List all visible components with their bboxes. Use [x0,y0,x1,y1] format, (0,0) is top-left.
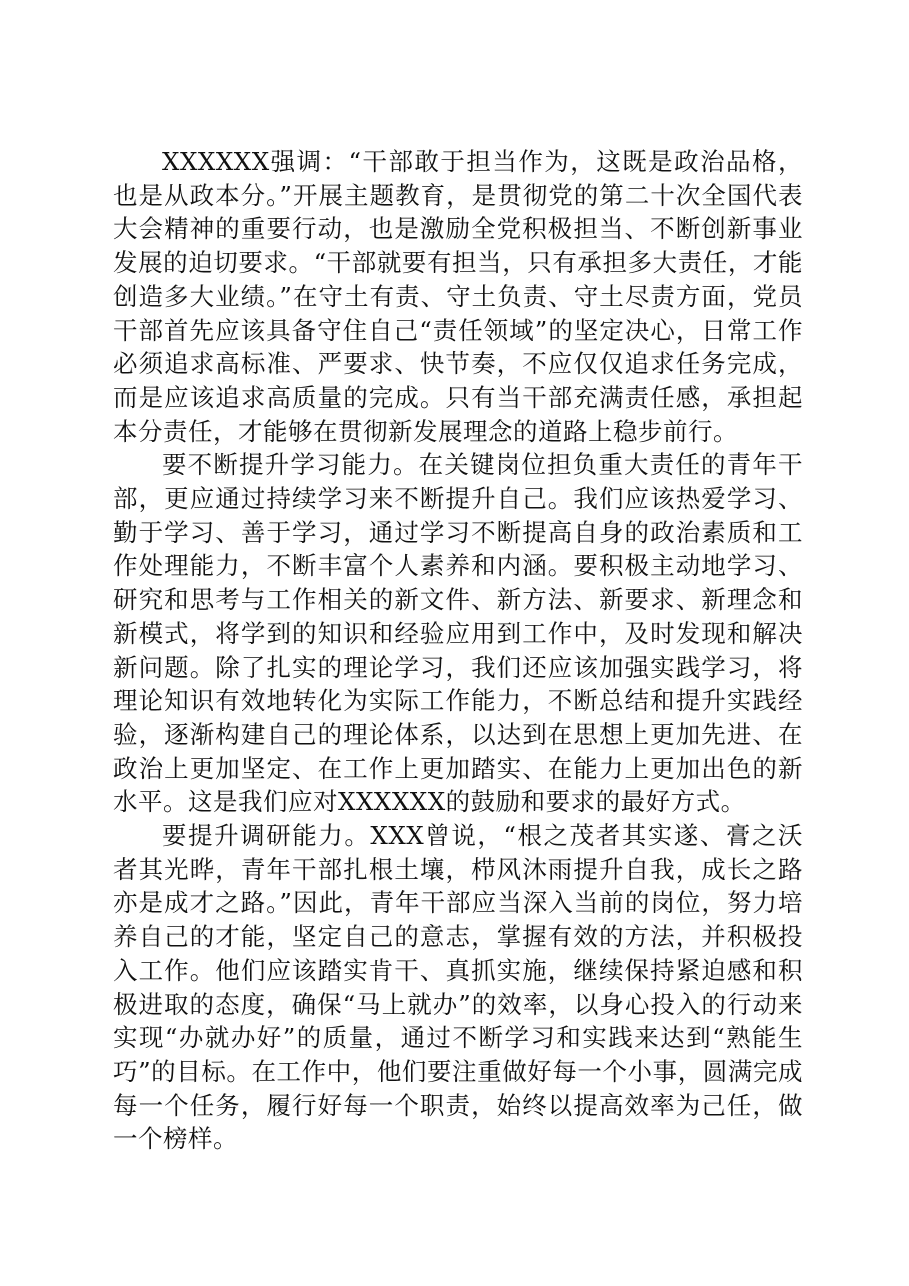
paragraph-learning-ability: 要不断提升学习能力。在关键岗位担负重大责任的青年干部，更应通过持续学习来不断提升自己。我们应该热爱学习、勤于学习、善于学习，通过学习不断提高自身的政治素质和工作处理能力，不断丰富个人素养和内涵。要积极主动地学习、研究和思考与工作相关的新文件、新方法、新要求、新理念和新模式，将学到的知识和经验应用到工作中，及时发现和解决新问题。除了扎实的理论学习，我们还应该加强实践学习，将理论知识有效地转化为实际工作能力，不断总结和提升实践经验，逐渐构建自己的理论体系，以达到在思想上更加先进、在政治上更加坚定、在工作上更加踏实、在能力上更加出色的新水平。这是我们应对XXXXXX的鼓励和要求的最好方式。 [113,450,803,817]
paragraph-research-ability: 要提升调研能力。XXX曾说，“根之茂者其实遂、膏之沃者其光晔，青年干部扎根土壤，栉风沐雨提升自我，成长之路亦是成才之路。”因此，青年干部应当深入当前的岗位，努力培养自己的才能，坚定自己的意志，掌握有效的方法，并积极投入工作。他们应该踏实肯干、真抓实施，继续保持紧迫感和积极进取的态度，确保“马上就办”的效率，以身心投入的行动来实现“办就办好”的质量，通过不断学习和实践来达到“熟能生巧”的目标。在工作中，他们要注重做好每一个小事，圆满完成每一个任务，履行好每一个职责，始终以提高效率为己任，做一个榜样。 [113,821,803,1154]
paragraph-responsibility: XXXXXX强调：“干部敢于担当作为，这既是政治品格，也是从政本分。”开展主题教育，是贯彻党的第二十次全国代表大会精神的重要行动，也是激励全党积极担当、不断创新事业发展的迫切要求。“干部就要有担当，只有承担多大责任，才能创造多大业绩。”在守土有责、守土负责、守土尽责方面，党员干部首先应该具备守住自己“责任领域”的坚定决心，日常工作必须追求高标准、严要求、快节奏，不应仅仅追求任务完成，而是应该追求高质量的完成。只有当干部充满责任感，承担起本分责任，才能够在贯彻新发展理念的道路上稳步前行。 [113,147,803,446]
document-body [113,145,803,1156]
